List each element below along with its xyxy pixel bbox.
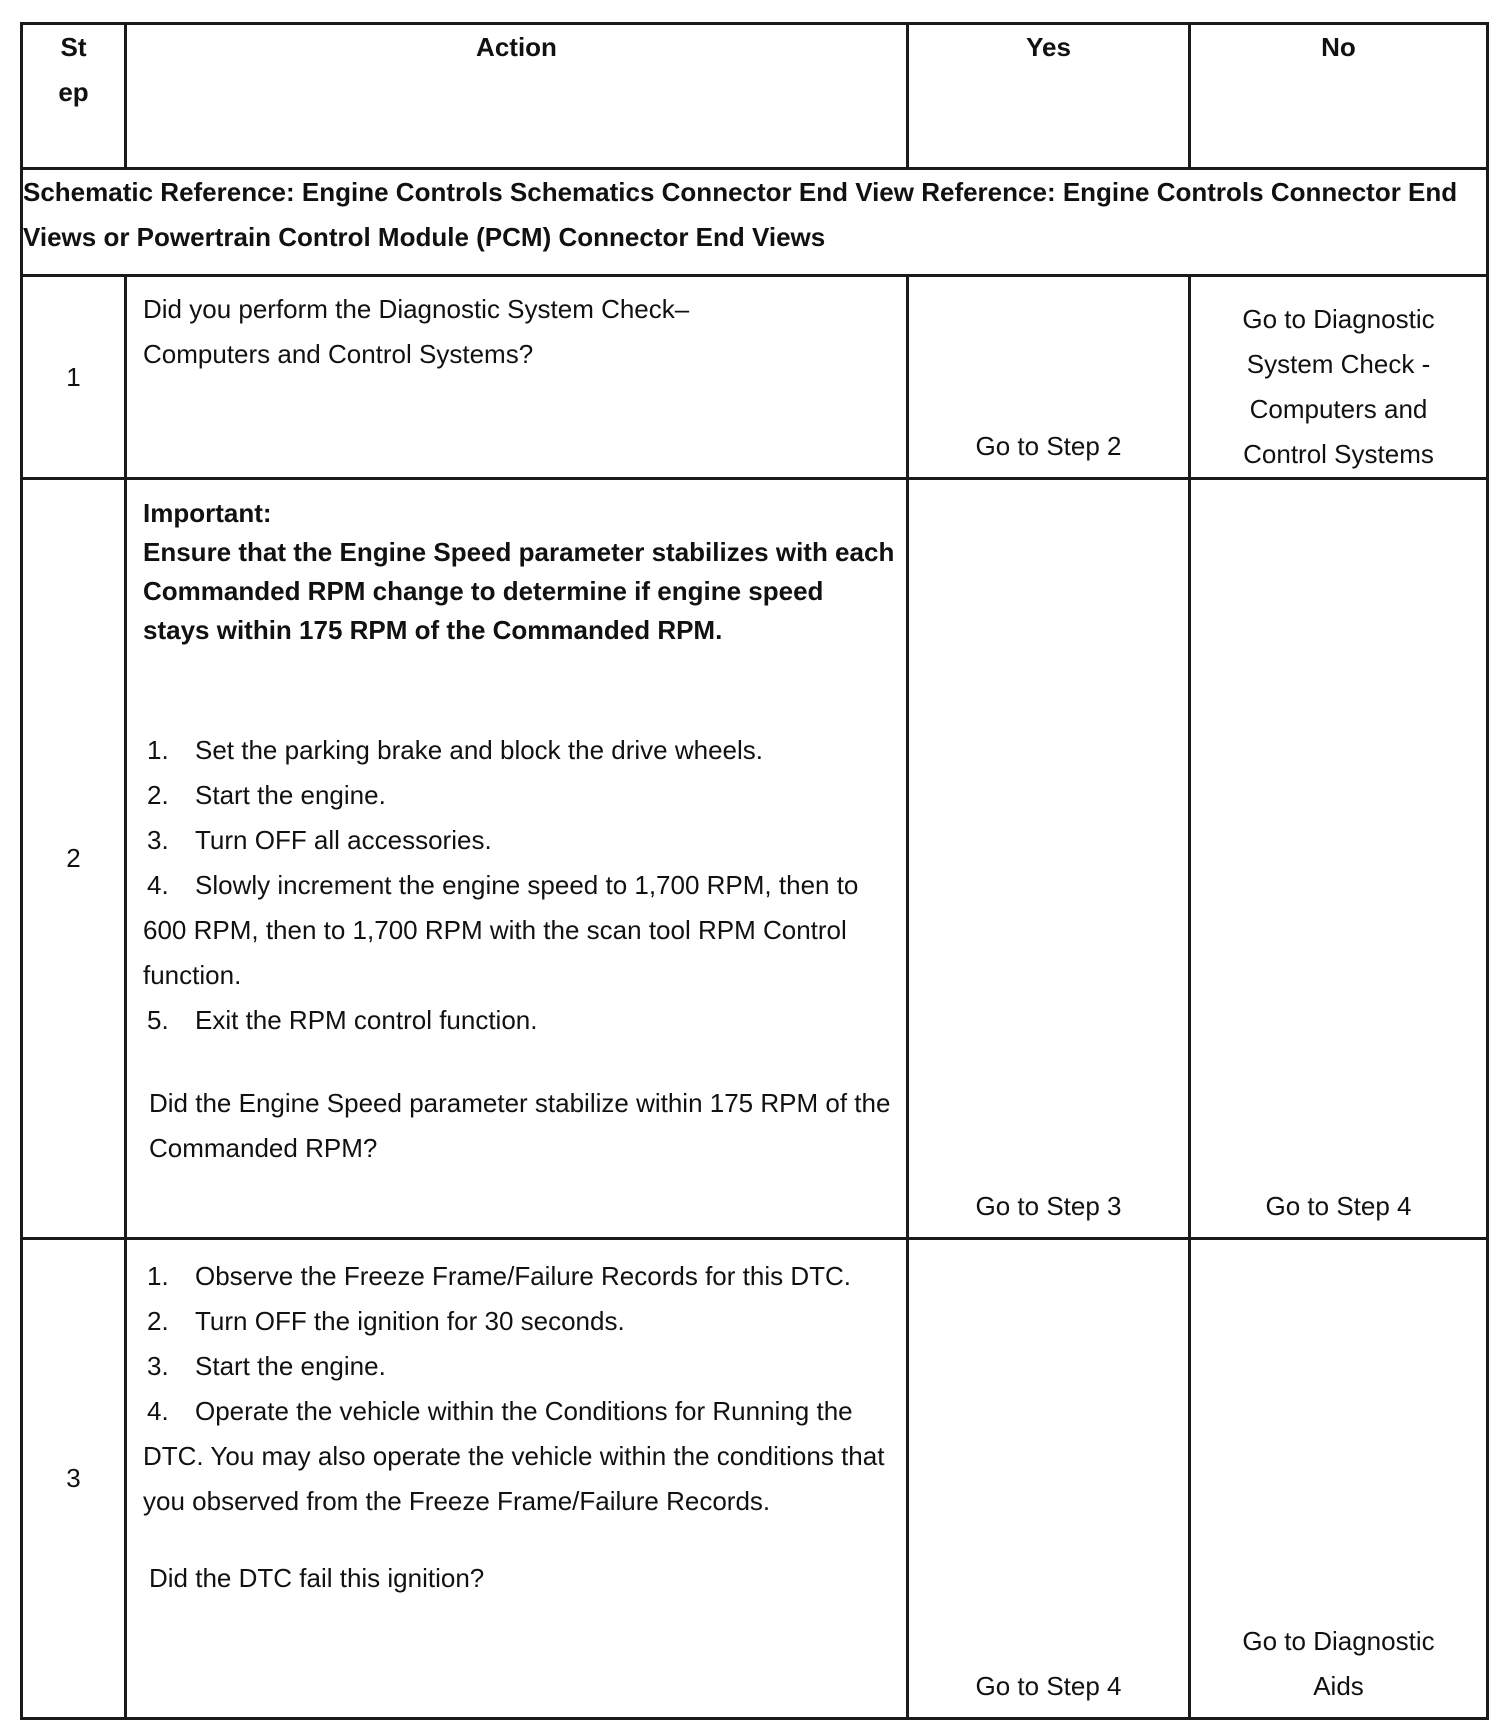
action-cell: [126, 276, 908, 479]
yes-cell: Go to Step 2: [908, 276, 1190, 479]
list-item: [143, 1389, 896, 1524]
list-number: 1.: [147, 735, 169, 765]
header-action: Action: [126, 24, 908, 169]
no-cell: [1190, 1239, 1488, 1719]
step-number: 2: [22, 479, 126, 1239]
yes-cell: Go to Step 3: [908, 479, 1190, 1239]
table-row: [22, 479, 1488, 1239]
list-text: Turn OFF the ignition for 30 seconds.: [195, 1306, 625, 1336]
list-item: [143, 1254, 896, 1299]
list-number: 3.: [147, 825, 169, 855]
list-item: [143, 1299, 896, 1344]
no-line: Aids: [1313, 1671, 1364, 1701]
list-number: 3.: [147, 1351, 169, 1381]
table-row: [22, 1239, 1488, 1719]
header-step-line2: ep: [58, 77, 89, 107]
list-item: [143, 818, 896, 863]
reference-row: [22, 169, 1488, 276]
list-number: 2.: [147, 780, 169, 810]
header-yes: Yes: [908, 24, 1190, 169]
list-item: [143, 1344, 896, 1389]
no-cell: [1190, 276, 1488, 479]
list-text: Turn OFF all accessories.: [195, 825, 492, 855]
list-text: Slowly increment the engine speed to 1,700 RPM, then to 600 RPM, then to 1,700 RPM with the scan tool RPM Control function.: [143, 870, 859, 990]
list-text: Set the parking brake and block the drive wheels.: [195, 735, 764, 765]
no-line: Go to Diagnostic: [1242, 304, 1435, 334]
list-text: Operate the vehicle within the Conditions for Running the DTC. You may also operate the vehicle within the conditions that you observed from the Freeze Frame/Failure Records.: [143, 1396, 885, 1516]
list-item: [143, 998, 896, 1043]
list-number: 2.: [147, 1306, 169, 1336]
header-step: [22, 24, 126, 169]
action-text: Computers and Control Systems?: [143, 339, 534, 369]
list-item: [143, 728, 896, 773]
action-cell: [126, 479, 908, 1239]
question-text: Did the DTC fail this ignition?: [149, 1563, 485, 1593]
list-text: Start the engine.: [195, 780, 386, 810]
list-number: 1.: [147, 1261, 169, 1291]
no-cell: Go to Step 4: [1190, 479, 1488, 1239]
step-number: 1: [22, 276, 126, 479]
header-step-line1: St: [60, 32, 87, 62]
header-no: No: [1190, 24, 1488, 169]
table-row: [22, 276, 1488, 479]
yes-cell: Go to Step 4: [908, 1239, 1190, 1719]
list-item: [143, 863, 896, 998]
list-item: [143, 773, 896, 818]
schematic-reference: Schematic Reference: Engine Controls Schematics Connector End View Reference: Engine Controls Connector End Views or Powertrain Control Module (PCM) Connector End Views: [22, 169, 1488, 276]
list-text: Observe the Freeze Frame/Failure Records for this DTC.: [195, 1261, 851, 1291]
list-number: 4.: [147, 870, 169, 900]
no-line: Control Systems: [1243, 439, 1434, 469]
diagnostic-table: [20, 22, 1489, 1720]
list-number: 5.: [147, 1005, 169, 1035]
no-line: System Check -: [1246, 349, 1431, 379]
important-text: Ensure that the Engine Speed parameter stabilizes with each Commanded RPM change to determine if engine speed stays within 175 RPM of the Commanded RPM.: [143, 537, 895, 645]
no-line: Go to Diagnostic: [1242, 1626, 1435, 1656]
list-text: Exit the RPM control function.: [195, 1005, 538, 1035]
question-text: Did the Engine Speed parameter stabilize within 175 RPM of the Commanded RPM?: [149, 1088, 891, 1163]
step-number: 3: [22, 1239, 126, 1719]
action-cell: [126, 1239, 908, 1719]
header-row: [22, 24, 1488, 169]
action-text: Did you perform the Diagnostic System Check–: [143, 294, 690, 324]
important-label: Important:: [143, 498, 272, 528]
no-line: Computers and: [1249, 394, 1428, 424]
list-text: Start the engine.: [195, 1351, 386, 1381]
list-number: 4.: [147, 1396, 169, 1426]
